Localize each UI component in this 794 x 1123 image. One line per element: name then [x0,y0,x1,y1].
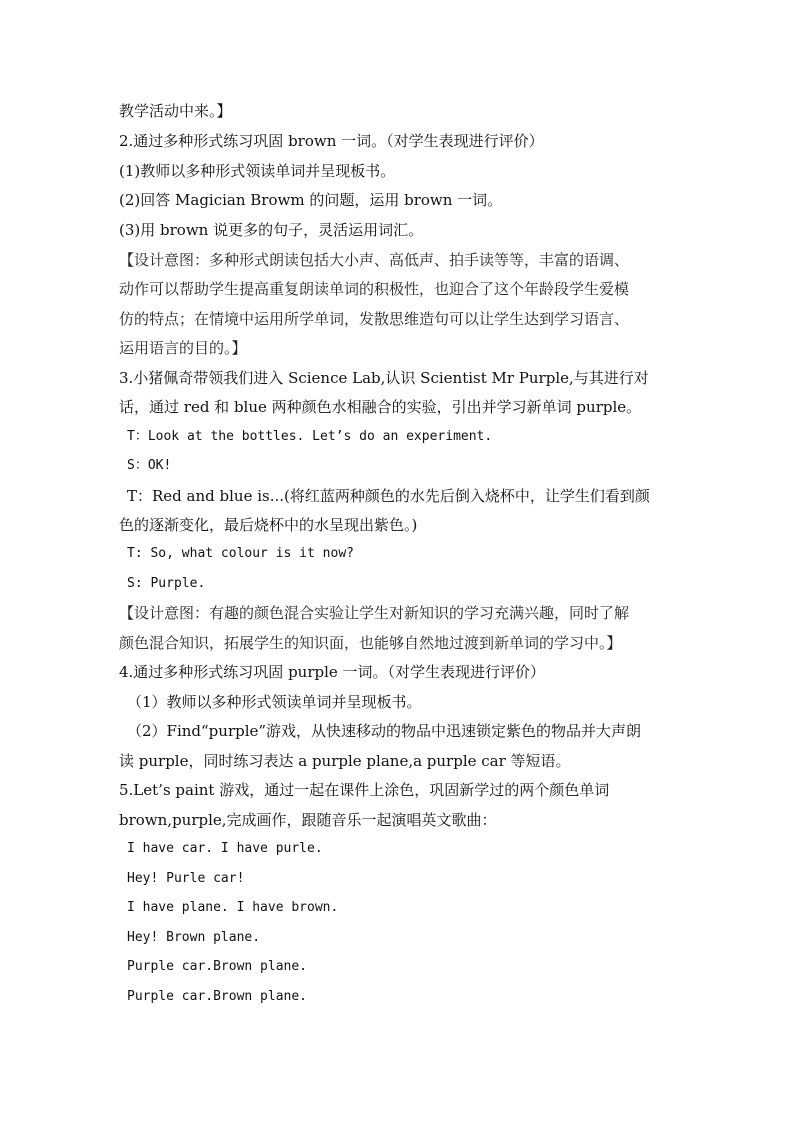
dialogue-line-3: T：Red and blue is...(将红蓝两种颜色的水先后倒入烧杯中，让学生们看到颜 [127,487,650,505]
heading-step-5: 5.Let’s paint 游戏，通过一起在课件上涂色，巩固新学过的两个颜色单词 [119,781,610,799]
text-line-1: 教学活动中来。】 [119,102,232,120]
dialogue-line-1: T：Look at the bottles. Let’s do an experiment. [127,429,493,444]
text-line-5: (3)用 brown 说更多的句子，灵活运用词汇。 [119,221,424,239]
dialogue-line-2: S：OK! [127,458,172,473]
text-line-4: (2)回答 Magician Browm 的问题，运用 brown 一词。 [119,191,503,209]
text-line-3: (1)教师以多种形式领读单词并呈现板书。 [119,162,396,180]
dialogue-line-4: T: So, what colour is it now? [127,546,354,561]
dialogue-line-5: S: Purple. [127,576,206,591]
text-line-25: brown,purple,完成画作，跟随音乐一起演唱英文歌曲： [119,811,497,829]
design-intent-2-line-2: 颜色混合知识，拓展学生的知识面，也能够自然地过渡到新单词的学习中。】 [119,634,622,652]
song-line-4: Hey! Brown plane. [127,930,261,945]
design-intent-1-line-3: 仿的特点；在情境中运用所学单词，发散思维造句可以让学生达到学习语言、 [119,310,630,328]
song-line-2: Hey! Purle car! [127,871,245,886]
song-line-5: Purple car.Brown plane. [127,959,308,974]
heading-step-3: 3.小猪佩奇带领我们进入 Science Lab,认识 Scientist Mr Purple,与其进行对 [119,369,649,387]
text-line-23: 读 purple，同时练习表达 a purple plane,a purple car 等短语。 [119,752,571,770]
text-line-11: 话，通过 red 和 blue 两种颜色水相融合的实验，引出并学习新单词 purple。 [119,398,642,416]
text-line-21: （1）教师以多种形式领读单词并呈现板书。 [127,693,422,711]
design-intent-1-line-4: 运用语言的目的。】 [119,339,247,357]
song-line-6: Purple car.Brown plane. [127,989,308,1004]
song-line-1: I have car. I have purle. [127,841,323,856]
design-intent-2-line-1: 【设计意图：有趣的颜色混合实验让学生对新知识的学习充满兴趣，同时了解 [119,604,630,622]
heading-step-2: 2.通过多种形式练习巩固 brown 一词。（对学生表现进行评价） [119,132,544,150]
heading-step-4: 4.通过多种形式练习巩固 purple 一词。（对学生表现进行评价） [119,663,546,681]
song-line-3: I have plane. I have brown. [127,900,339,915]
dialogue-line-3-cont: 色的逐渐变化，最后烧杯中的水呈现出紫色。) [119,516,418,534]
text-line-22: （2）Find“purple”游戏，从快速移动的物品中迅速锁定紫色的物品并大声朗 [127,722,642,740]
design-intent-1-line-2: 动作可以帮助学生提高重复朗读单词的积极性，也迎合了这个年龄段学生爱模 [119,280,630,298]
design-intent-1-line-1: 【设计意图：多种形式朗读包括大小声、高低声、拍手读等等，丰富的语调、 [119,251,630,269]
